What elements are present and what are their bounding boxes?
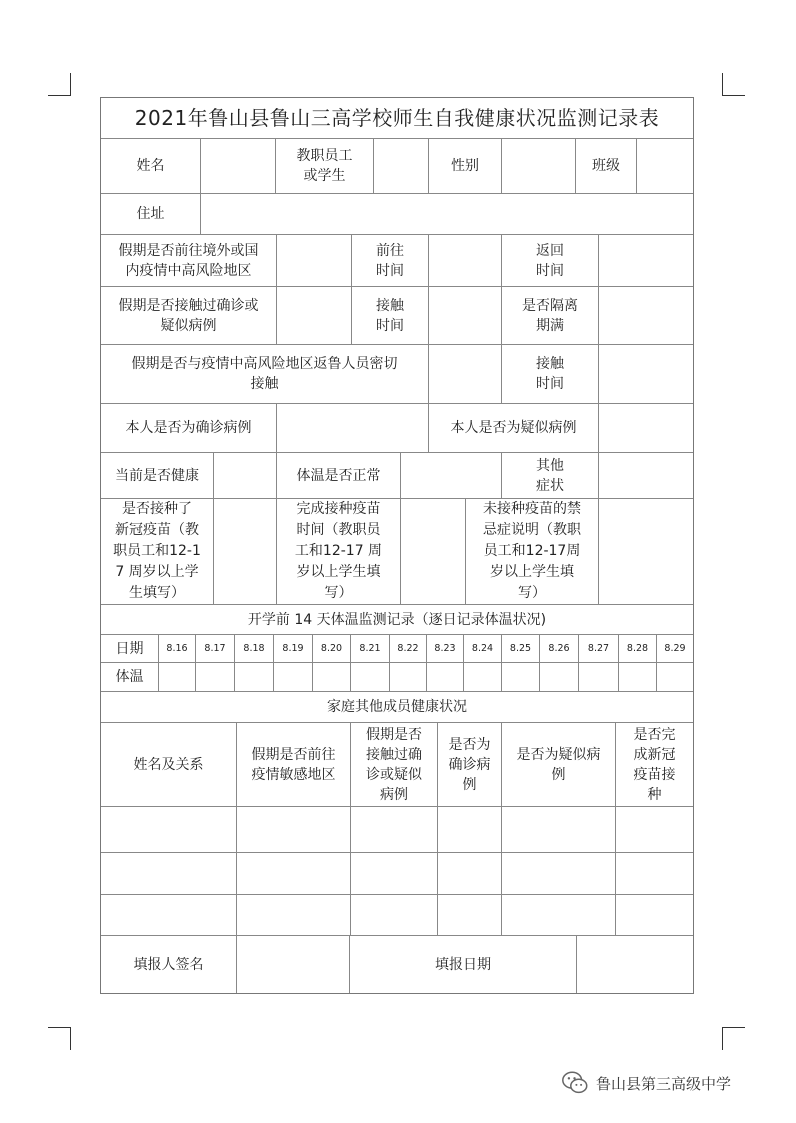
contact-case-answer[interactable] (277, 287, 352, 345)
vaccinated-label: 是否接种了 新冠疫苗（教 职员工和12-1 7 周岁以上学 生填写） (101, 499, 214, 605)
family-cell[interactable] (101, 853, 237, 895)
date-label: 日期 (101, 635, 159, 663)
family-col-vaccine: 是否完 成新冠 疫苗接 种 (616, 723, 693, 807)
gender-label: 性别 (429, 139, 502, 194)
contact-risk-question: 假期是否与疫情中高风险地区返鲁人员密切 接触 (101, 345, 429, 404)
date-cell: 8.21 (351, 635, 390, 663)
contact-time-label: 接触 时间 (352, 287, 429, 345)
contraindication-label: 未接种疫苗的禁 忌症说明（教职 员工和12-17周 岁以上学生填 写） (466, 499, 599, 605)
contact-time2-label: 接触 时间 (502, 345, 599, 404)
family-cell[interactable] (616, 807, 693, 853)
contact-time-input[interactable] (429, 287, 502, 345)
date-cell: 8.16 (159, 635, 196, 663)
vaccine-time-input[interactable] (401, 499, 466, 605)
self-confirmed-input[interactable] (277, 404, 429, 453)
signer-label: 填报人签名 (101, 936, 237, 993)
role-label: 教职员工 或学生 (276, 139, 374, 194)
date-cell: 8.27 (579, 635, 619, 663)
temp-input[interactable] (313, 663, 351, 692)
family-cell[interactable] (616, 853, 693, 895)
contact-time2-input[interactable] (599, 345, 693, 404)
name-input[interactable] (201, 139, 276, 194)
crop-mark-bottom-right (722, 1027, 745, 1050)
date-cell: 8.17 (196, 635, 235, 663)
role-input[interactable] (374, 139, 429, 194)
temp-input[interactable] (159, 663, 196, 692)
quarantine-input[interactable] (599, 287, 693, 345)
date-cell: 8.29 (657, 635, 693, 663)
temp-input[interactable] (502, 663, 540, 692)
travel-question: 假期是否前往境外或国 内疫情中高风险地区 (101, 235, 277, 287)
family-cell[interactable] (101, 807, 237, 853)
temp-input[interactable] (464, 663, 502, 692)
date-cell: 8.22 (390, 635, 427, 663)
family-cell[interactable] (502, 895, 616, 936)
contact-risk-answer[interactable] (429, 345, 502, 404)
crop-mark-top-left (48, 73, 71, 96)
family-cell[interactable] (351, 895, 438, 936)
signer-input[interactable] (237, 936, 350, 993)
watermark-text: 鲁山县第三高级中学 (596, 1074, 732, 1093)
report-date-label: 填报日期 (350, 936, 577, 993)
gender-input[interactable] (502, 139, 576, 194)
other-symptoms-label: 其他 症状 (502, 453, 599, 499)
date-cell: 8.25 (502, 635, 540, 663)
class-input[interactable] (637, 139, 693, 194)
healthy-label: 当前是否健康 (101, 453, 214, 499)
family-cell[interactable] (438, 807, 502, 853)
travel-answer[interactable] (277, 235, 352, 287)
address-input[interactable] (201, 194, 693, 235)
family-col-confirmed: 是否为 确诊病 例 (438, 723, 502, 807)
family-cell[interactable] (237, 853, 351, 895)
family-col-contact: 假期是否 接触过确 诊或疑似 病例 (351, 723, 438, 807)
temp-normal-input[interactable] (401, 453, 502, 499)
temp-log-heading: 开学前 14 天体温监测记录（逐日记录体温状况) (101, 605, 693, 635)
temp-input[interactable] (351, 663, 390, 692)
temp-input[interactable] (579, 663, 619, 692)
watermark (560, 1068, 731, 1098)
temp-input[interactable] (619, 663, 657, 692)
quarantine-label: 是否隔离 期满 (502, 287, 599, 345)
self-suspected-label: 本人是否为疑似病例 (429, 404, 599, 453)
family-cell[interactable] (616, 895, 693, 936)
family-cell[interactable] (237, 807, 351, 853)
family-cell[interactable] (438, 853, 502, 895)
temp-input[interactable] (427, 663, 464, 692)
self-confirmed-label: 本人是否为确诊病例 (101, 404, 277, 453)
family-cell[interactable] (101, 895, 237, 936)
date-cell: 8.24 (464, 635, 502, 663)
other-symptoms-input[interactable] (599, 453, 693, 499)
date-cell: 8.18 (235, 635, 274, 663)
family-heading: 家庭其他成员健康状况 (101, 692, 693, 723)
self-suspected-input[interactable] (599, 404, 693, 453)
temp-input[interactable] (540, 663, 579, 692)
crop-mark-bottom-left (48, 1027, 71, 1050)
temp-label: 体温 (101, 663, 159, 692)
family-cell[interactable] (502, 853, 616, 895)
form-title: 2021年鲁山县鲁山三高学校师生自我健康状况监测记录表 (101, 98, 693, 139)
health-record-form (100, 97, 694, 994)
family-cell[interactable] (502, 807, 616, 853)
temp-input[interactable] (196, 663, 235, 692)
crop-mark-top-right (722, 73, 745, 96)
report-date-input[interactable] (577, 936, 693, 993)
return-time-label: 返回 时间 (502, 235, 599, 287)
address-label: 住址 (101, 194, 201, 235)
temp-input[interactable] (657, 663, 693, 692)
wechat-icon (560, 1068, 590, 1098)
family-cell[interactable] (351, 853, 438, 895)
contraindication-input[interactable] (599, 499, 693, 605)
healthy-input[interactable] (214, 453, 277, 499)
date-cell: 8.19 (274, 635, 313, 663)
family-cell[interactable] (237, 895, 351, 936)
name-label: 姓名 (101, 139, 201, 194)
date-cell: 8.20 (313, 635, 351, 663)
contact-case-question: 假期是否接触过确诊或 疑似病例 (101, 287, 277, 345)
date-cell: 8.26 (540, 635, 579, 663)
date-cell: 8.28 (619, 635, 657, 663)
family-col-name: 姓名及关系 (101, 723, 237, 807)
return-time-input[interactable] (599, 235, 693, 287)
vaccinated-input[interactable] (214, 499, 277, 605)
family-cell[interactable] (438, 895, 502, 936)
go-time-input[interactable] (429, 235, 502, 287)
family-col-travel: 假期是否前往 疫情敏感地区 (237, 723, 351, 807)
temp-input[interactable] (274, 663, 313, 692)
family-cell[interactable] (351, 807, 438, 853)
temp-normal-label: 体温是否正常 (277, 453, 401, 499)
temp-input[interactable] (390, 663, 427, 692)
class-label: 班级 (576, 139, 637, 194)
go-time-label: 前往 时间 (352, 235, 429, 287)
vaccine-time-label: 完成接种疫苗 时间（教职员 工和12-17 周 岁以上学生填 写） (277, 499, 401, 605)
date-cell: 8.23 (427, 635, 464, 663)
temp-input[interactable] (235, 663, 274, 692)
family-col-suspected: 是否为疑似病 例 (502, 723, 616, 807)
